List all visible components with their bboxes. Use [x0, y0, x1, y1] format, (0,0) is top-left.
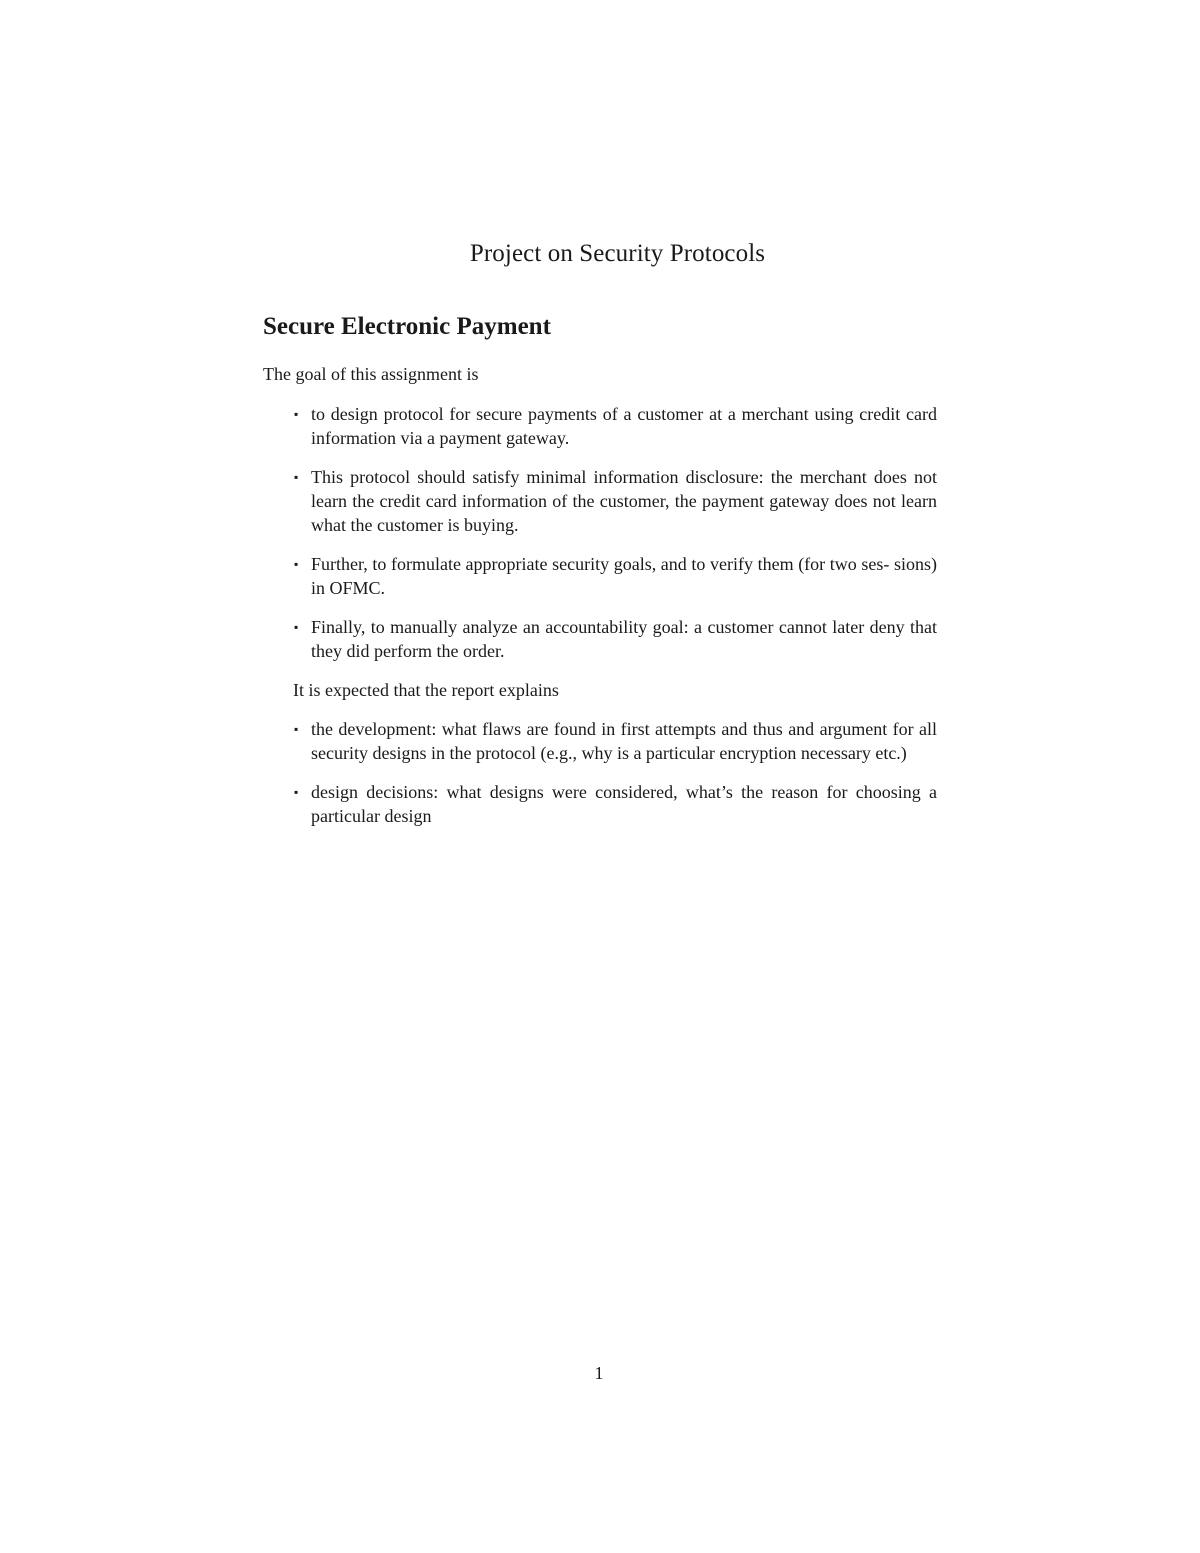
bullet-icon: ▪	[294, 557, 299, 571]
expectations-list	[263, 717, 937, 828]
list-item	[294, 465, 937, 537]
bullet-icon: ▪	[294, 470, 299, 484]
goals-list	[263, 402, 937, 663]
document-title: Project on Security Protocols	[469, 240, 766, 267]
bullet-icon: ▪	[294, 722, 299, 736]
list-item	[294, 552, 937, 600]
bullet-icon: ▪	[294, 620, 299, 634]
bullet-icon: ▪	[294, 785, 299, 799]
page-number: 1	[594, 1363, 604, 1383]
list-item-text: the development: what flaws are found in first attempts and thus and argument for all security designs in the protocol (e.g., why is a particular encryption necessary etc.)	[311, 719, 937, 763]
list-item-text: to design protocol for secure payments of a customer at a merchant using credit card information via a payment gateway.	[311, 404, 937, 448]
list-item	[294, 615, 937, 663]
list-item	[294, 780, 937, 828]
list-item	[294, 717, 937, 765]
goals-intro: The goal of this assignment is	[263, 364, 479, 384]
list-item-text: Further, to formulate appropriate security goals, and to verify them (for two ses- sions) in OFMC.	[311, 554, 937, 598]
list-item-text: design decisions: what designs were considered, what’s the reason for choosing a particular design	[311, 782, 937, 826]
section-heading: Secure Electronic Payment	[263, 313, 551, 340]
list-item-text: Finally, to manually analyze an accountability goal: a customer cannot later deny that they did perform the order.	[311, 617, 937, 661]
expectations-intro: It is expected that the report explains	[293, 680, 559, 700]
bullet-icon: ▪	[294, 407, 299, 421]
document-body	[263, 310, 937, 843]
list-item-text: This protocol should satisfy minimal information disclosure: the merchant does not learn the credit card information of the customer, the payment gateway does not learn what the customer is buying.	[311, 467, 937, 535]
list-item	[294, 402, 937, 450]
